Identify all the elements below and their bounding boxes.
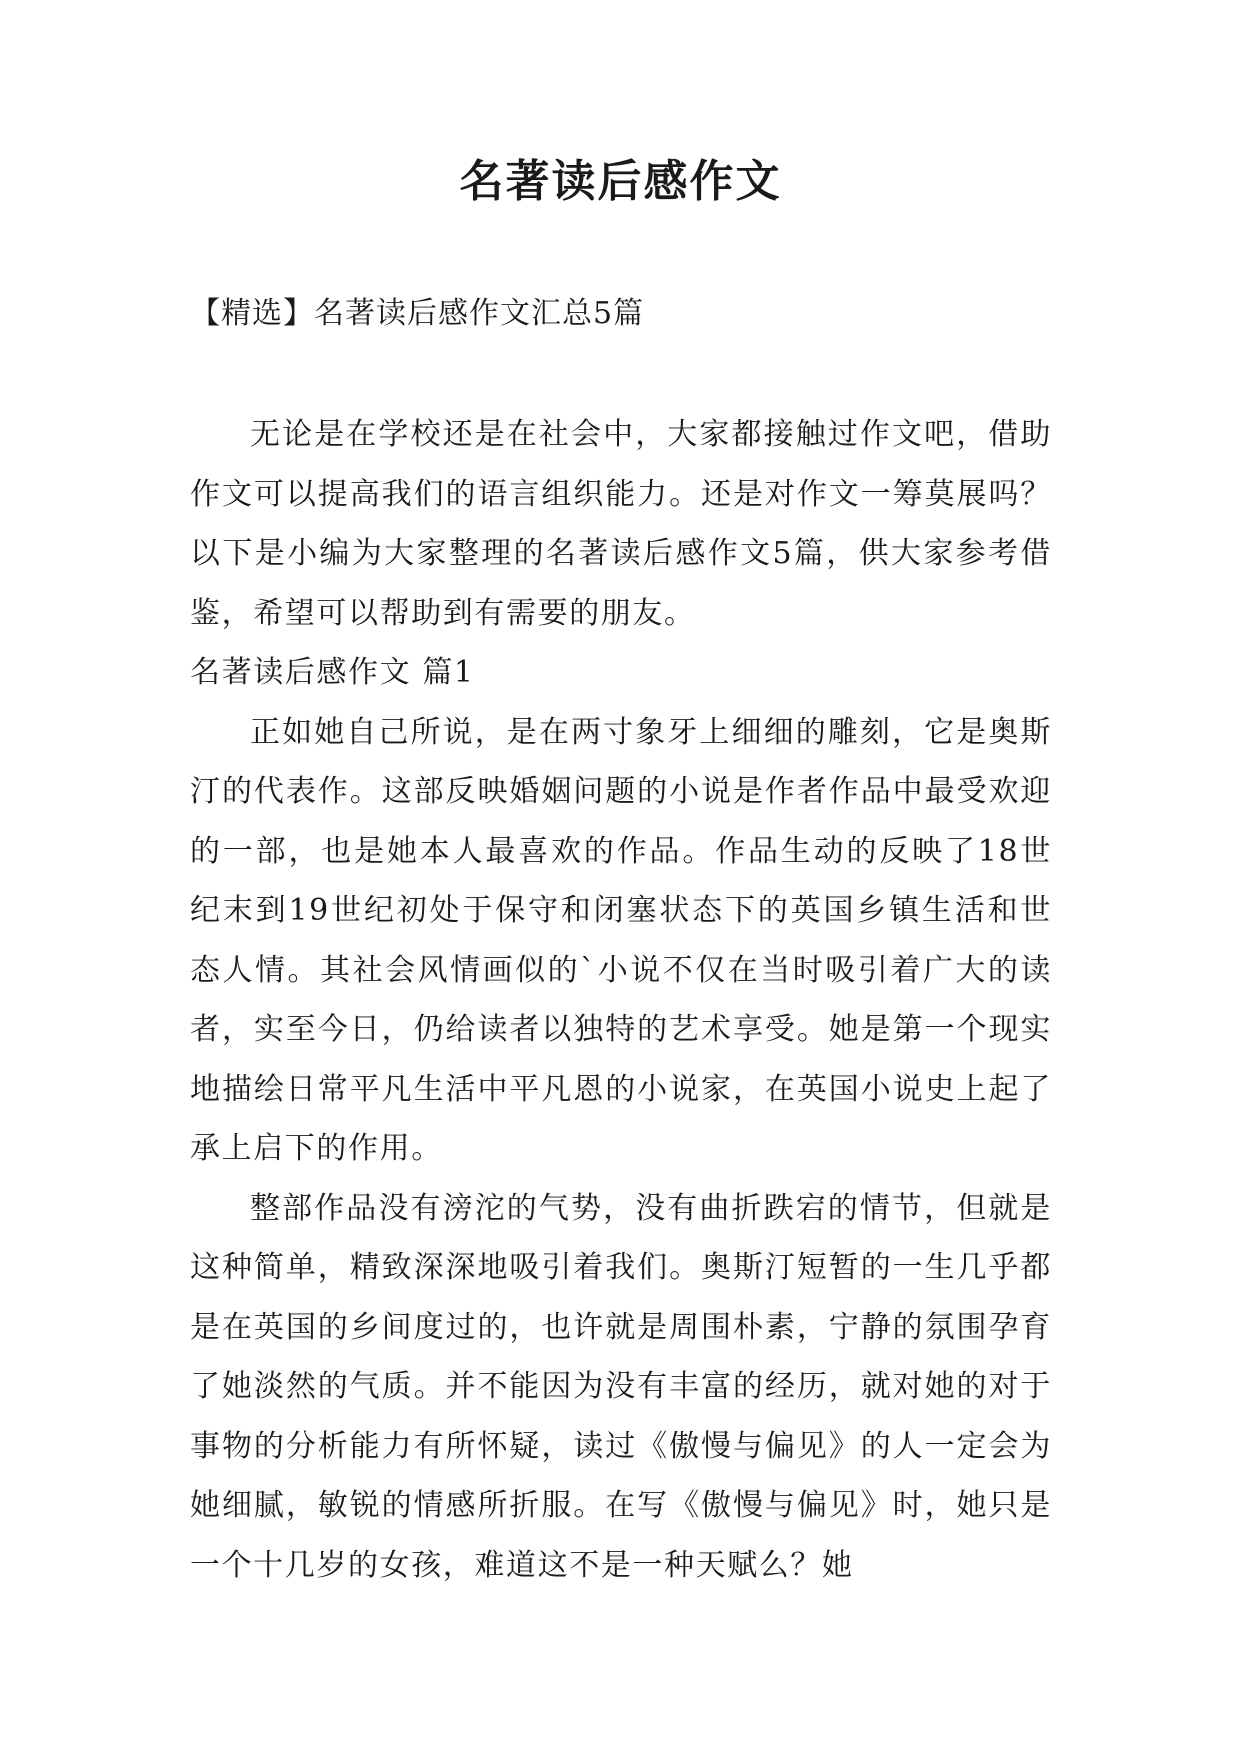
document-body xyxy=(190,405,1052,1595)
section-heading: 名著读后感作文 篇1 xyxy=(190,655,475,690)
document-subtitle: 【精选】名著读后感作文汇总5篇 xyxy=(190,296,645,331)
document-title: 名著读后感作文 xyxy=(459,156,782,207)
body-paragraph: 整部作品没有滂沱的气势，没有曲折跌宕的情节，但就是这种简单，精致深深地吸引着我们。奥斯汀短暂的一生几乎都是在英国的乡间度过的，也许就是周围朴素，宁静的氛围孕育了她淡然的气质。并不能因为没有丰富的经历，就对她的对于事物的分析能力有所怀疑，读过《傲慢与偏见》的人一定会为她细腻，敏锐的情感所折服。在写《傲慢与偏见》时，她只是一个十几岁的女孩，难道这不是一种天赋么？她 xyxy=(190,1190,1052,1583)
intro-paragraph: 无论是在学校还是在社会中，大家都接触过作文吧，借助作文可以提高我们的语言组织能力。还是对作文一筹莫展吗？以下是小编为大家整理的名著读后感作文5篇，供大家参考借鉴，希望可以帮助到有需要的朋友。 xyxy=(190,417,1052,631)
body-paragraph: 正如她自己所说，是在两寸象牙上细细的雕刻，它是奥斯汀的代表作。这部反映婚姻问题的小说是作者作品中最受欢迎的一部，也是她本人最喜欢的作品。作品生动的反映了18世纪末到19世纪初处于保守和闭塞状态下的英国乡镇生活和世态人情。其社会风情画似的`小说不仅在当时吸引着广大的读者，实至今日，仍给读者以独特的艺术享受。她是第一个现实地描绘日常平凡生活中平凡恩的小说家，在英国小说史上起了承上启下的作用。 xyxy=(190,714,1052,1166)
